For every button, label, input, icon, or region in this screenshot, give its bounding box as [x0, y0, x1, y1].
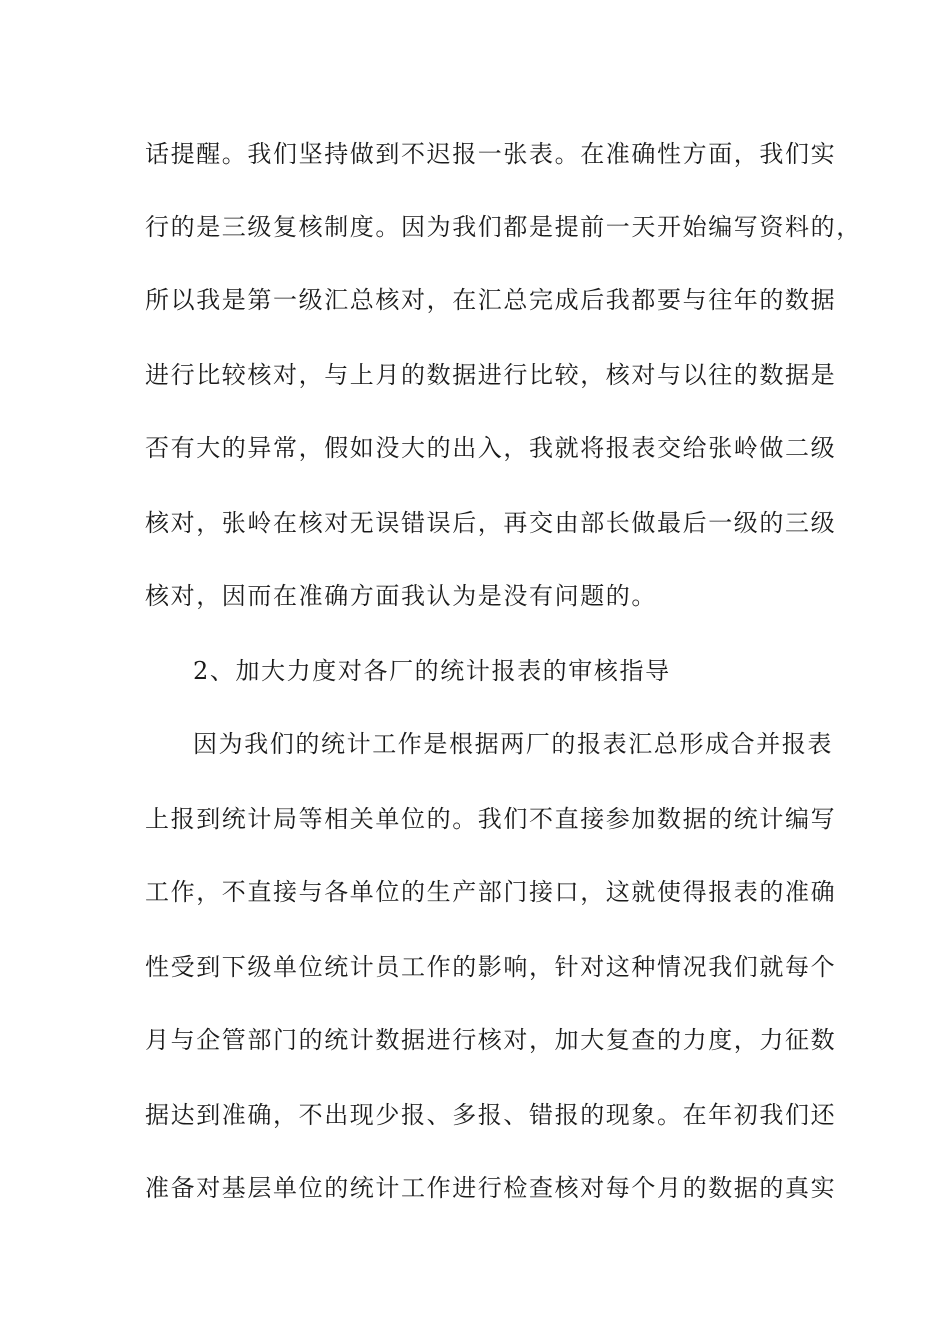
text-line: 月与企管部门的统计数据进行核对，加大复查的力度，力征数 — [145, 1026, 837, 1054]
text-line: 准备对基层单位的统计工作进行检查核对每个月的数据的真实 — [145, 1174, 837, 1202]
text-line: 工作，不直接与各单位的生产部门接口，这就使得报表的准确 — [145, 878, 837, 906]
text-line: 话提醒。我们坚持做到不迟报一张表。在准确性方面，我们实 — [145, 140, 837, 168]
text-line: 进行比较核对，与上月的数据进行比较，核对与以往的数据是 — [145, 361, 837, 389]
text-line: 核对，张岭在核对无误错误后，再交由部长做最后一级的三级 — [145, 509, 837, 537]
text-line: 核对，因而在准确方面我认为是没有问题的。 — [145, 582, 657, 610]
text-line: 行的是三级复核制度。因为我们都是提前一天开始编写资料的， — [145, 213, 862, 241]
text-line: 否有大的异常，假如没大的出入，我就将报表交给张岭做二级 — [145, 434, 837, 462]
text-line: 据达到准确，不出现少报、多报、错报的现象。在年初我们还 — [145, 1101, 837, 1129]
text-line: 所以我是第一级汇总核对，在汇总完成后我都要与往年的数据 — [145, 286, 837, 314]
section-heading: 2、加大力度对各厂的统计报表的审核指导 — [193, 657, 671, 685]
text-line: 性受到下级单位统计员工作的影响，针对这种情况我们就每个 — [145, 953, 837, 981]
text-line: 上报到统计局等相关单位的。我们不直接参加数据的统计编写 — [145, 805, 837, 833]
paragraph-first-line: 因为我们的统计工作是根据两厂的报表汇总形成合并报表 — [193, 730, 833, 758]
